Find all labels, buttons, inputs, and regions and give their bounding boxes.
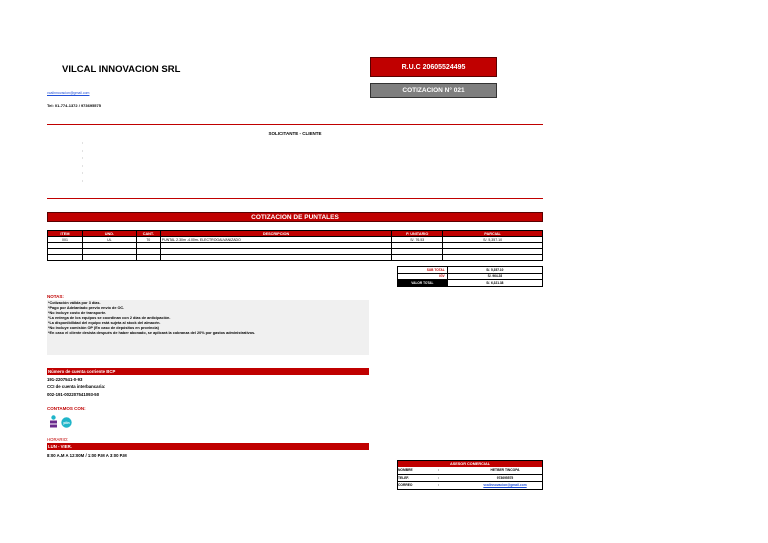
company-phones: Tel: 01-774-1372 / 973695575: [47, 103, 101, 108]
cci-number: 002-191-002207541093-50: [47, 392, 100, 397]
plin-icon: [61, 417, 72, 428]
payment-methods-title: CONTAMOS CON:: [47, 406, 86, 411]
note-item: *En caso el cliente desista después de haber abonado, se aplicará la cobranza del 20% por gastos administrativos.: [48, 331, 256, 335]
advisor-colon: :: [438, 475, 440, 480]
svg-text:plin: plin: [63, 420, 70, 425]
igv-value: S/. 964.28: [447, 273, 542, 280]
client-field-colon: :: [82, 177, 84, 183]
subtotal-value: S/. 5,357.10: [447, 267, 542, 274]
cell-parcial: S/. 5,357.10: [443, 237, 543, 243]
ruc-box: R.U.C 20605524495: [370, 57, 497, 77]
cci-label: CCI de cuenta interbancaria:: [47, 384, 106, 389]
items-table: [47, 230, 543, 261]
col-header-und: UND.: [82, 231, 136, 237]
advisor-row: [397, 482, 543, 490]
advisor-colon: :: [438, 468, 440, 473]
note-item: *No incluye comisión OP (En caso de depósitos en provincia): [48, 326, 159, 330]
advisor-phone: 973695575: [496, 475, 514, 480]
client-field-colon: :: [82, 170, 84, 175]
totals-row: [398, 280, 543, 287]
col-header-p-unitario: P. UNITARIO: [392, 231, 443, 237]
schedule-hours: 8:00 A.M A 12:00M / 1:00 P.M A 3:00 P.M: [47, 453, 127, 458]
total-label: VALOR TOTAL: [398, 280, 448, 287]
cell-p-unitario: S/. 76.53: [392, 237, 443, 243]
advisor-row: [397, 467, 543, 474]
advisor-label: NOMBRE: [398, 468, 413, 473]
advisor-label: TELEF.: [398, 475, 409, 480]
cell-descripcion: PUNTAL 2.30m -4.00m- ELECTROGALVANIZADO: [160, 237, 391, 243]
cell-cant: 70: [136, 237, 160, 243]
advisor-label: CORREO: [398, 483, 413, 488]
bank-account-number: 191-2207541-0-93: [47, 377, 83, 382]
notes-box: [47, 300, 369, 355]
client-fields: [82, 139, 83, 184]
advisor-email-link[interactable]: vcalinnovacion@gmail.com: [483, 483, 527, 488]
advisor-row: [397, 474, 543, 482]
quote-section-title: COTIZACION DE PUNTALES: [47, 212, 543, 222]
advisor-title: ASESOR COMERCIAL: [397, 460, 543, 467]
advisor-colon: :: [438, 483, 440, 488]
quote-number-box: COTIZACION N° 021: [370, 83, 497, 98]
cell-item: 001: [48, 237, 83, 243]
client-field-colon: :: [82, 155, 84, 160]
col-header-parcial: PARCIAL: [443, 231, 543, 237]
col-header-descripcion: DESCRIPCION: [160, 231, 391, 237]
note-item: *Pago por Adelantado previo envío de OC.: [48, 306, 125, 310]
igv-label: IGV: [398, 273, 448, 280]
schedule-days: LUN - VIER.: [47, 443, 369, 450]
bank-account-title: Número de cuenta corriente BCP: [47, 368, 369, 375]
schedule-title: HORARIO:: [47, 437, 69, 442]
table-row-empty: [48, 255, 543, 261]
note-item: *No incluye costo de transporte.: [48, 311, 107, 315]
col-header-cant: CANT.: [136, 231, 160, 237]
totals-table: [397, 266, 543, 287]
note-item: *La disponibilidad del equipo está sujeta al stock del almacén.: [48, 321, 161, 325]
notes-title: NOTAS:: [47, 294, 64, 299]
company-name: VILCAL INNOVACION SRL: [62, 64, 181, 75]
subtotal-label: SUB TOTAL: [398, 267, 448, 274]
total-value: S/. 6,321.38: [447, 280, 542, 287]
company-email-link[interactable]: vcalinnovacion@gmail.com: [47, 91, 90, 95]
col-header-item: ITEM: [48, 231, 83, 237]
client-section-title: SOLICITANTE - CLIENTE: [268, 131, 322, 136]
client-field-colon: :: [82, 162, 84, 168]
note-item: *Cotización válida por 3 días.: [48, 301, 101, 305]
divider-top: [47, 124, 543, 125]
advisor-name: HETBER TINCOPA: [490, 468, 520, 473]
advisor-table: [397, 460, 543, 490]
cell-und: UL: [82, 237, 136, 243]
divider-client: [47, 198, 543, 199]
note-item: *La entrega de los equipos se coordinan con 2 días de anticipación.: [48, 316, 171, 320]
client-field-colon: :: [82, 147, 84, 153]
yape-icon: [49, 415, 58, 429]
client-field-colon: :: [82, 140, 84, 145]
